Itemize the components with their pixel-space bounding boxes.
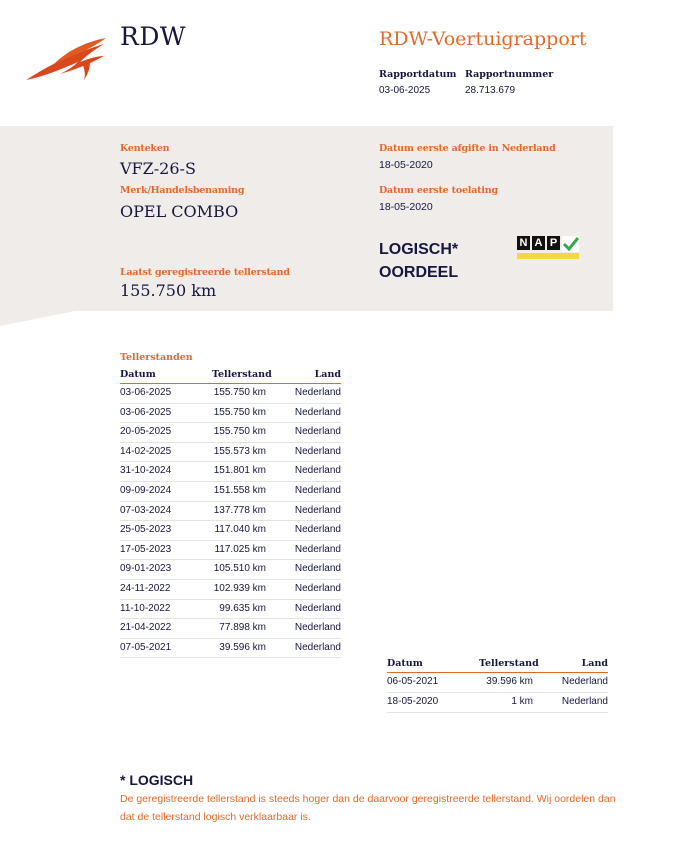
col-date: Datum [120, 369, 156, 380]
nap-logo [517, 236, 579, 260]
odometer-value: 155.750 km [120, 281, 217, 300]
table-row [387, 673, 608, 693]
make-value: OPEL COMBO [120, 202, 239, 221]
table-row [120, 384, 341, 404]
row-date: 06-05-2021 [387, 676, 439, 688]
table-row [120, 639, 341, 659]
table-row [120, 541, 341, 561]
row-odometer: 151.801 km [213, 465, 266, 477]
first-issue-nl-label: Datum eerste afgifte in Nederland [379, 143, 556, 154]
row-date: 09-09-2024 [120, 484, 172, 496]
row-country: Nederland [294, 406, 341, 418]
report-number-label: Rapportnummer [465, 69, 554, 80]
row-country: Nederland [294, 465, 341, 477]
row-odometer: 99.635 km [219, 602, 266, 614]
readings-table-left [120, 369, 341, 658]
report-date: 03-06-2025 [379, 85, 431, 96]
row-odometer: 137.778 km [213, 504, 266, 516]
footnote-text: De geregistreerde tellerstand is steeds hoger dan de daarvoor geregistreerde tellerstand. Wij oordelen dan dat de tellerstand logisch verklaarbaar is. [120, 793, 616, 823]
row-odometer: 102.939 km [213, 582, 266, 594]
verdict [379, 238, 458, 284]
report-number: 28.713.679 [465, 85, 516, 96]
table-row [120, 560, 341, 580]
nap-letter-p: P [547, 236, 560, 250]
row-odometer: 155.750 km [213, 426, 266, 438]
nap-letter-n: N [517, 236, 530, 250]
row-country: Nederland [294, 602, 341, 614]
row-date: 24-11-2022 [120, 582, 171, 594]
row-date: 11-10-2022 [120, 602, 171, 614]
table-row [120, 502, 341, 522]
table-row [120, 404, 341, 424]
row-country: Nederland [294, 504, 341, 516]
row-odometer: 77.898 km [219, 622, 266, 634]
row-country: Nederland [294, 641, 341, 653]
plate-value: VFZ-26-S [120, 159, 196, 178]
row-date: 14-02-2025 [120, 445, 172, 457]
row-date: 03-06-2025 [120, 387, 172, 398]
row-date: 20-05-2025 [120, 426, 172, 438]
row-country: Nederland [294, 543, 341, 555]
row-date: 07-05-2021 [120, 641, 172, 653]
row-date: 21-04-2022 [120, 622, 172, 634]
table-header [387, 658, 608, 673]
panel-notch [0, 311, 75, 326]
row-odometer: 117.025 km [214, 543, 266, 555]
nap-bar [517, 253, 579, 259]
nap-letter-a: A [532, 236, 545, 250]
first-issue-nl-value: 18-05-2020 [379, 159, 433, 171]
col-odometer: Tellerstand [212, 369, 272, 380]
table-row [120, 423, 341, 443]
row-date: 18-05-2020 [387, 695, 439, 707]
row-odometer: 151.558 km [213, 484, 266, 496]
row-country: Nederland [294, 484, 341, 496]
col-country: Land [314, 369, 341, 380]
row-country: Nederland [294, 622, 341, 634]
table-row [387, 693, 608, 713]
table-header [120, 369, 341, 384]
first-admission-value: 18-05-2020 [379, 201, 433, 213]
table-row [120, 521, 341, 541]
table-row [120, 619, 341, 639]
row-date: 09-01-2023 [120, 563, 172, 575]
footnote-title: * LOGISCH [120, 772, 194, 788]
readings-table-right [387, 658, 608, 712]
col-date: Datum [387, 658, 423, 670]
table-row [120, 600, 341, 620]
row-country: Nederland [294, 445, 341, 457]
row-odometer: 155.750 km [213, 406, 266, 418]
table-row [120, 443, 341, 463]
row-country: Nederland [561, 695, 608, 707]
row-odometer: 155.750 km [213, 387, 266, 398]
odometer-label: Laatst geregistreerde tellerstand [120, 267, 290, 278]
make-label: Merk/Handelsbenaming [120, 185, 245, 196]
row-odometer: 1 km [511, 695, 533, 707]
row-country: Nederland [294, 426, 341, 438]
table-row [120, 482, 341, 502]
verdict-line-2: OORDEEL [379, 264, 459, 281]
rdw-logo-icon [24, 36, 108, 82]
plate-label: Kenteken [120, 143, 170, 154]
verdict-line-1: LOGISCH* [379, 241, 459, 258]
checkmark-icon [562, 236, 579, 252]
row-date: 17-05-2023 [120, 543, 172, 555]
row-date: 07-03-2024 [120, 504, 172, 516]
row-country: Nederland [294, 524, 341, 536]
table-row [120, 580, 341, 600]
table-row [120, 462, 341, 482]
brand-name: RDW [120, 22, 187, 51]
readings-title: Tellerstanden [120, 352, 193, 363]
row-odometer: 39.596 km [219, 641, 266, 653]
row-odometer: 105.510 km [213, 563, 266, 575]
row-date: 25-05-2023 [120, 524, 172, 536]
report-date-label: Rapportdatum [379, 69, 457, 80]
row-date: 31-10-2024 [120, 465, 172, 477]
row-date: 03-06-2025 [120, 406, 172, 418]
report-title: RDW-Voertuigrapport [379, 28, 587, 50]
row-country: Nederland [294, 582, 341, 594]
col-odometer: Tellerstand [479, 658, 539, 670]
row-country: Nederland [561, 676, 608, 688]
row-odometer: 39.596 km [486, 676, 533, 688]
row-country: Nederland [294, 387, 341, 398]
col-country: Land [581, 658, 608, 670]
first-admission-label: Datum eerste toelating [379, 185, 498, 196]
row-odometer: 117.040 km [214, 524, 266, 536]
row-country: Nederland [294, 563, 341, 575]
row-odometer: 155.573 km [213, 445, 266, 457]
